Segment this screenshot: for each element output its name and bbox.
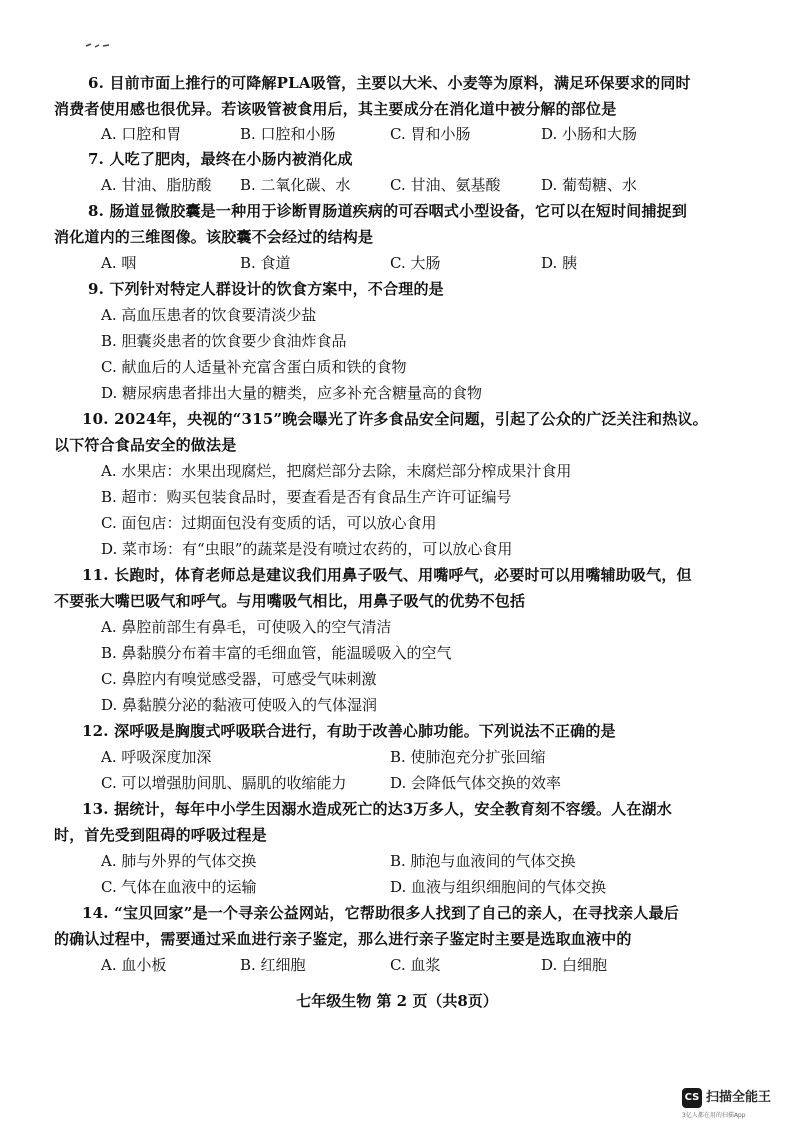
question-7-option-a: A. 甘油、脂肪酸 — [101, 176, 212, 194]
question-9-option-c: C. 献血后的人适量补充富含蛋白质和铁的食物 — [101, 358, 407, 376]
question-14-option-c: C. 血浆 — [390, 956, 441, 974]
question-8-option-d: D. 胰 — [541, 254, 578, 272]
question-6-option-b: B. 口腔和小肠 — [240, 125, 336, 143]
scanner-logo-icon: CS — [682, 1088, 702, 1108]
question-13-line-1: 13. 据统计，每年中小学生因溺水造成死亡的达3万多人，安全教育刻不容缓。人在湖水 — [82, 800, 672, 818]
question-10-line-2: 以下符合食品安全的做法是 — [54, 436, 237, 454]
question-10-option-c: C. 面包店：过期面包没有变质的话，可以放心食用 — [101, 514, 437, 532]
question-9-option-a: A. 高血压患者的饮食要清淡少盐 — [101, 306, 317, 324]
question-10-option-a: A. 水果店：水果出现腐烂，把腐烂部分去除，未腐烂部分榨成果汁食用 — [101, 462, 572, 480]
question-14-option-a: A. 血小板 — [101, 956, 167, 974]
question-8-option-a: A. 咽 — [101, 254, 137, 272]
question-7-option-b: B. 二氧化碳、水 — [240, 176, 351, 194]
question-12-line-1: 12. 深呼吸是胸腹式呼吸联合进行，有助于改善心肺功能。下列说法不正确的是 — [82, 722, 616, 740]
question-13-option-a: A. 肺与外界的气体交换 — [101, 852, 257, 870]
question-11-option-b: B. 鼻黏膜分布着丰富的毛细血管，能温暖吸入的空气 — [101, 644, 452, 662]
question-12-option-a: A. 呼吸深度加深 — [101, 748, 212, 766]
question-11-option-a: A. 鼻腔前部生有鼻毛，可使吸入的空气清洁 — [101, 618, 392, 636]
question-13-option-b: B. 肺泡与血液间的气体交换 — [390, 852, 576, 870]
scanner-app-name: 扫描全能王 — [706, 1090, 772, 1105]
scan-smudge-mark — [85, 40, 115, 50]
question-13-line-2: 时，首先受到阻碍的呼吸过程是 — [54, 826, 267, 844]
question-11-option-d: D. 鼻黏膜分泌的黏液可使吸入的气体湿润 — [101, 696, 378, 714]
question-11-line-2: 不要张大嘴巴吸气和呼气。与用嘴吸气相比，用鼻子吸气的优势不包括 — [54, 592, 526, 610]
question-10-option-d: D. 菜市场：有“虫眼”的蔬菜是没有喷过农药的，可以放心食用 — [101, 540, 513, 558]
question-8-option-c: C. 大肠 — [390, 254, 441, 272]
question-11-option-c: C. 鼻腔内有嗅觉感受器，可感受气味刺激 — [101, 670, 377, 688]
question-7-option-c: C. 甘油、氨基酸 — [390, 176, 501, 194]
question-8-option-b: B. 食道 — [240, 254, 291, 272]
question-6-line-1: 6. 目前市面上推行的可降解PLA吸管，主要以大米、小麦等为原料，满足环保要求的同时 — [88, 74, 691, 92]
question-6-line-2: 消费者使用感也很优异。若该吸管被食用后，其主要成分在消化道中被分解的部位是 — [54, 100, 617, 118]
question-7-line-1: 7. 人吃了肥肉，最终在小肠内被消化成 — [88, 150, 353, 168]
question-9-option-d: D. 糖尿病患者排出大量的糖类，应多补充含糖量高的食物 — [101, 384, 483, 402]
scanner-watermark — [682, 1086, 782, 1120]
question-12-option-b: B. 使肺泡充分扩张回缩 — [390, 748, 546, 766]
question-12-option-d: D. 会降低气体交换的效率 — [390, 774, 562, 792]
question-7-option-d: D. 葡萄糖、水 — [541, 176, 638, 194]
question-11-line-1: 11. 长跑时，体育老师总是建议我们用鼻子吸气、用嘴呼气，必要时可以用嘴辅助吸气，但 — [82, 566, 692, 584]
question-14-option-d: D. 白细胞 — [541, 956, 608, 974]
question-6-option-d: D. 小肠和大肠 — [541, 125, 638, 143]
question-9-line-1: 9. 下列针对特定人群设计的饮食方案中，不合理的是 — [88, 280, 444, 298]
scanner-tagline: 3亿人都在用的扫描App — [682, 1112, 746, 1119]
question-9-option-b: B. 胆囊炎患者的饮食要少食油炸食品 — [101, 332, 347, 350]
question-14-option-b: B. 红细胞 — [240, 956, 306, 974]
question-6-option-c: C. 胃和小肠 — [390, 125, 471, 143]
question-10-line-1: 10. 2024年，央视的“315”晚会曝光了许多食品安全问题，引起了公众的广泛关注和热议。 — [82, 410, 708, 428]
question-13-option-c: C. 气体在血液中的运输 — [101, 878, 257, 896]
question-6-option-a: A. 口腔和胃 — [101, 125, 182, 143]
question-8-line-2: 消化道内的三维图像。该胶囊不会经过的结构是 — [54, 228, 374, 246]
question-8-line-1: 8. 肠道显微胶囊是一种用于诊断胃肠道疾病的可吞咽式小型设备，它可以在短时间捕捉到 — [88, 202, 688, 220]
question-13-option-d: D. 血液与组织细胞间的气体交换 — [390, 878, 607, 896]
question-14-line-2: 的确认过程中，需要通过采血进行亲子鉴定，那么进行亲子鉴定时主要是选取血液中的 — [54, 930, 632, 948]
question-14-line-1: 14. “宝贝回家”是一个寻亲公益网站，它帮助很多人找到了自己的亲人，在寻找亲人最后 — [82, 904, 679, 922]
question-10-option-b: B. 超市：购买包装食品时，要查看是否有食品生产许可证编号 — [101, 488, 512, 506]
page-footer: 七年级生物 第 2 页（共8页） — [296, 992, 498, 1010]
question-12-option-c: C. 可以增强肋间肌、膈肌的收缩能力 — [101, 774, 347, 792]
